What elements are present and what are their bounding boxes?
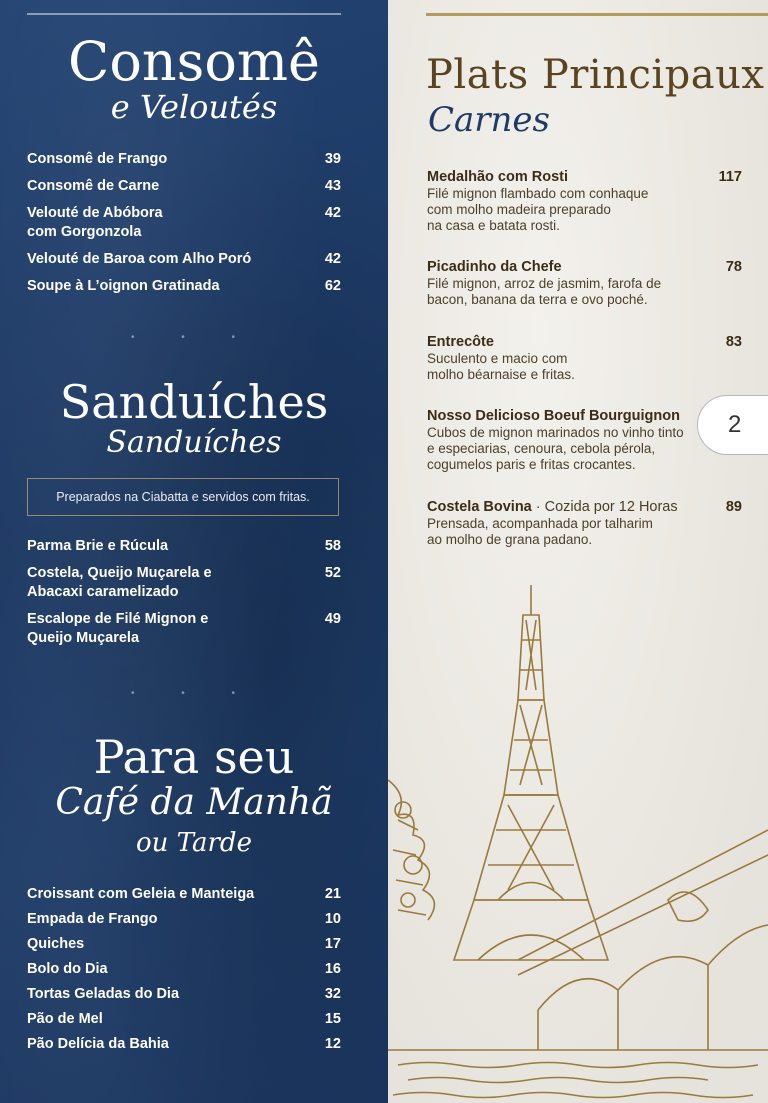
menu-item: Tortas Geladas do Dia 32 (27, 986, 341, 1002)
section-divider-dots: • • • (130, 332, 258, 343)
dish-item (427, 259, 742, 308)
section-script: Carnes (428, 100, 551, 140)
menu-item: Pão de Mel 15 (27, 1011, 341, 1027)
menu-item: Velouté de Abóbora com Gorgonzola 42 (27, 205, 341, 240)
sanduiches-title: Sanduíches (59, 375, 329, 429)
page-number-tab[interactable]: 2 (697, 395, 768, 455)
sanduiches-note: Preparados na Ciabatta e servidos com fritas. (27, 478, 339, 516)
dish-desc: Filé mignon, arroz de jasmim, farofa de bacon, banana da terra e ovo poché. (427, 276, 662, 307)
dish-price: 83 (725, 334, 742, 350)
top-divider (426, 13, 768, 16)
menu-item: Velouté de Baroa com Alho Poró 42 (27, 251, 341, 267)
section-title: Plats Principaux (426, 52, 765, 98)
dish-price: 89 (725, 499, 742, 515)
menu-item: Quiches 17 (27, 936, 341, 952)
dish-price: 117 (718, 169, 742, 185)
dish-item (427, 408, 732, 473)
menu-item: Soupe à L’oignon Gratinada 62 (27, 278, 341, 294)
dish-name: Nosso Delicioso Boeuf Bourguignon (427, 408, 680, 424)
menu-item: Parma Brie e Rúcula 58 (27, 538, 341, 554)
dish-desc: Cubos de mignon marinados no vinho tinto e especiarias, cenoura, cebola pérola, cogumelos paris e fritas crocantes. (427, 425, 684, 472)
menu-item: Pão Delícia da Bahia 12 (27, 1036, 341, 1052)
consome-script: e Veloutés (110, 88, 278, 126)
cafe-script-1: Café da Manhã (55, 782, 333, 823)
menu-item: Bolo do Dia 16 (27, 961, 341, 977)
section-divider-dots: • • • (130, 688, 258, 699)
dish-item (427, 499, 742, 548)
dish-desc: Suculento e macio com molho béarnaise e fritas. (427, 351, 575, 382)
dish-price: 78 (725, 259, 742, 275)
consome-title: Consomê (68, 30, 320, 93)
dish-name: Medalhão com Rosti (427, 169, 568, 185)
menu-item: Empada de Frango 10 (27, 911, 341, 927)
menu-item: Croissant com Geleia e Manteiga 21 (27, 886, 341, 902)
cafe-title: Para seu (93, 730, 295, 784)
dish-name: Costela Bovina · Cozida por 12 Horas (427, 499, 678, 515)
dish-desc: Filé mignon flambado com conhaque com molho madeira preparado na casa e batata rosti. (427, 186, 649, 233)
top-divider (27, 13, 341, 15)
sanduiches-script: Sanduíches (106, 425, 282, 460)
dish-item (427, 169, 742, 234)
dish-item (427, 334, 742, 383)
menu-item: Consomê de Carne 43 (27, 178, 341, 194)
menu-item: Consomê de Frango 39 (27, 151, 341, 167)
cafe-script-2: ou Tarde (136, 828, 252, 858)
menu-item: Costela, Queijo Muçarela e Abacaxi caramelizado 52 (27, 565, 341, 600)
eiffel-tower-illustration (388, 580, 768, 1103)
dish-name: Picadinho da Chefe (427, 259, 562, 275)
menu-item: Escalope de Filé Mignon e Queijo Muçarela 49 (27, 611, 341, 646)
dish-name: Entrecôte (427, 334, 494, 350)
dish-desc: Prensada, acompanhada por talharim ao molho de grana padano. (427, 516, 653, 547)
